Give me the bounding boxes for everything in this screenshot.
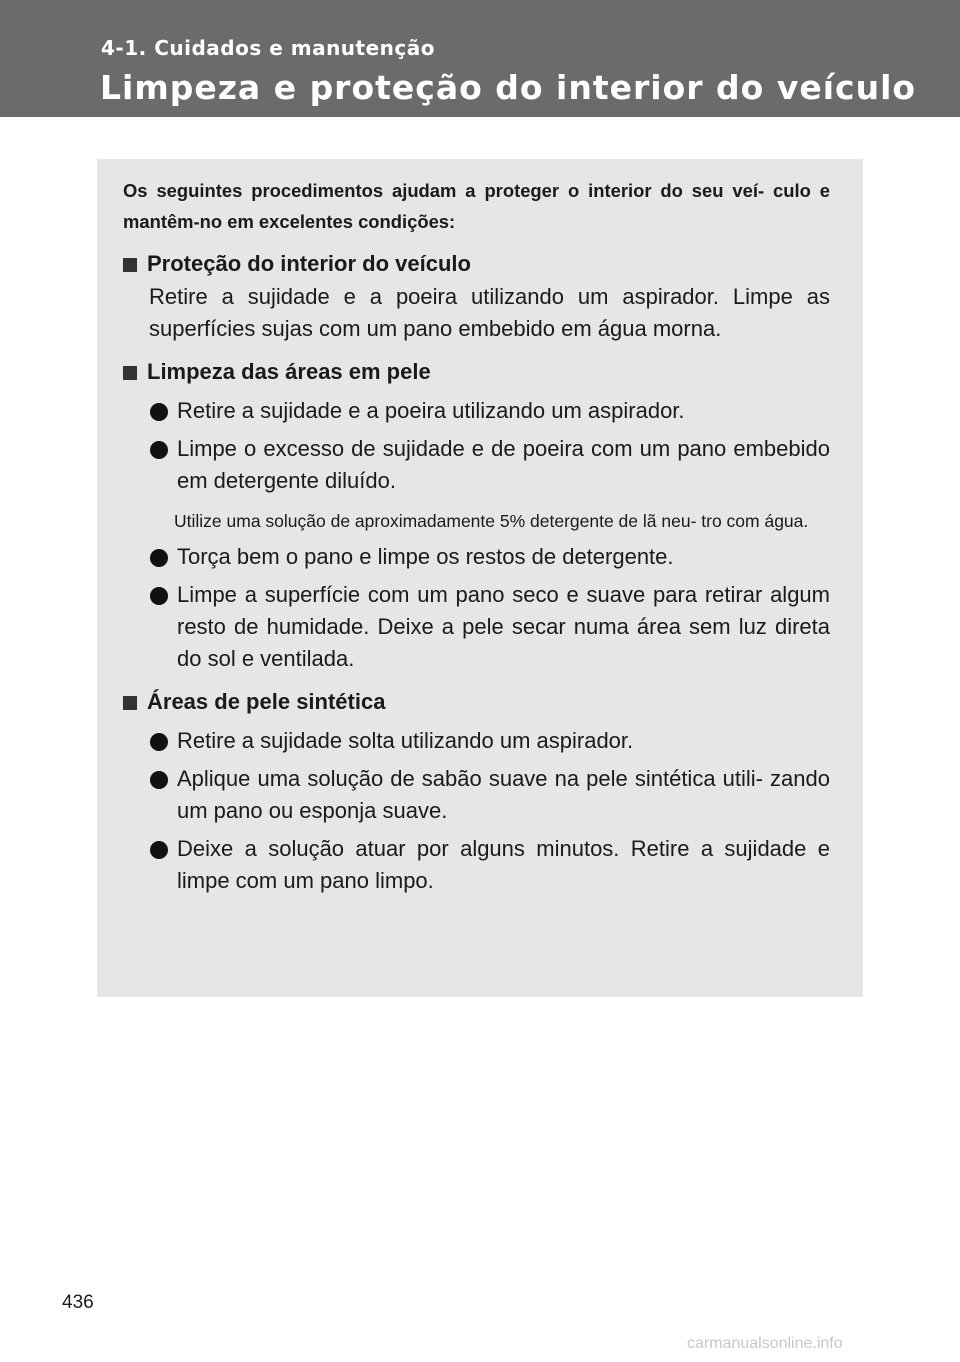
bullet-dot-icon xyxy=(150,549,168,567)
square-bullet-icon xyxy=(123,696,137,710)
note-text: Utilize uma solução de aproximadamente 5% detergente de lã neu- tro com água. xyxy=(174,511,809,531)
list-item-text: Deixe a solução atuar por alguns minutos. Retire a sujidade e limpe com um pano limpo. xyxy=(177,836,830,893)
intro-text: Os seguintes procedimentos ajudam a proteger o interior do seu veí- culo e mantêm-no em excelentes condições: xyxy=(123,180,830,232)
section-interior-protection xyxy=(123,247,830,345)
list-item-text: Retire a sujidade solta utilizando um aspirador. xyxy=(177,728,634,753)
page-number: 436 xyxy=(62,1292,94,1313)
section-heading xyxy=(123,685,830,719)
watermark-text: carmanualsonline.info xyxy=(687,1335,843,1352)
list-item-text: Limpe o excesso de sujidade e de poeira com um pano embebido em detergente diluído. xyxy=(177,436,830,493)
section-synthetic-leather xyxy=(123,685,830,897)
list-item xyxy=(150,433,830,497)
section-paragraph: Retire a sujidade e a poeira utilizando um aspirador. Limpe as superfícies sujas com um pano embebido em água morna. xyxy=(149,284,830,341)
bullet-dot-icon xyxy=(150,441,168,459)
section-heading-label: Proteção do interior do veículo xyxy=(147,251,471,276)
square-bullet-icon xyxy=(123,366,137,380)
list-item xyxy=(150,395,830,427)
list-item xyxy=(150,833,830,897)
page-title: Limpeza e proteção do interior do veículo xyxy=(100,68,917,107)
bullet-dot-icon xyxy=(150,587,168,605)
section-heading-label: Limpeza das áreas em pele xyxy=(147,359,431,384)
list-item xyxy=(150,763,830,827)
list-item-text: Torça bem o pano e limpe os restos de detergente. xyxy=(177,544,674,569)
section-heading-label: Áreas de pele sintética xyxy=(147,689,386,714)
content-box xyxy=(97,159,863,997)
list-item-text: Retire a sujidade e a poeira utilizando um aspirador. xyxy=(177,398,685,423)
list-item xyxy=(150,541,830,573)
bullet-dot-icon xyxy=(150,403,168,421)
section-heading xyxy=(123,355,830,389)
bullet-dot-icon xyxy=(150,841,168,859)
square-bullet-icon xyxy=(123,258,137,272)
section-label: 4-1. Cuidados e manutenção xyxy=(101,36,435,60)
section-leather-cleaning xyxy=(123,355,830,675)
section-heading xyxy=(123,247,830,281)
list-item-text: Limpe a superfície com um pano seco e suave para retirar algum resto de humidade. Deixe a pele secar numa área sem luz direta do sol e ventilada. xyxy=(177,582,830,671)
list-item-text: Aplique uma solução de sabão suave na pele sintética utili- zando um pano ou esponja suave. xyxy=(177,766,830,823)
bullet-dot-icon xyxy=(150,771,168,789)
list-item xyxy=(150,725,830,757)
bullet-dot-icon xyxy=(150,733,168,751)
list-item xyxy=(150,579,830,675)
header-bar xyxy=(0,0,960,117)
